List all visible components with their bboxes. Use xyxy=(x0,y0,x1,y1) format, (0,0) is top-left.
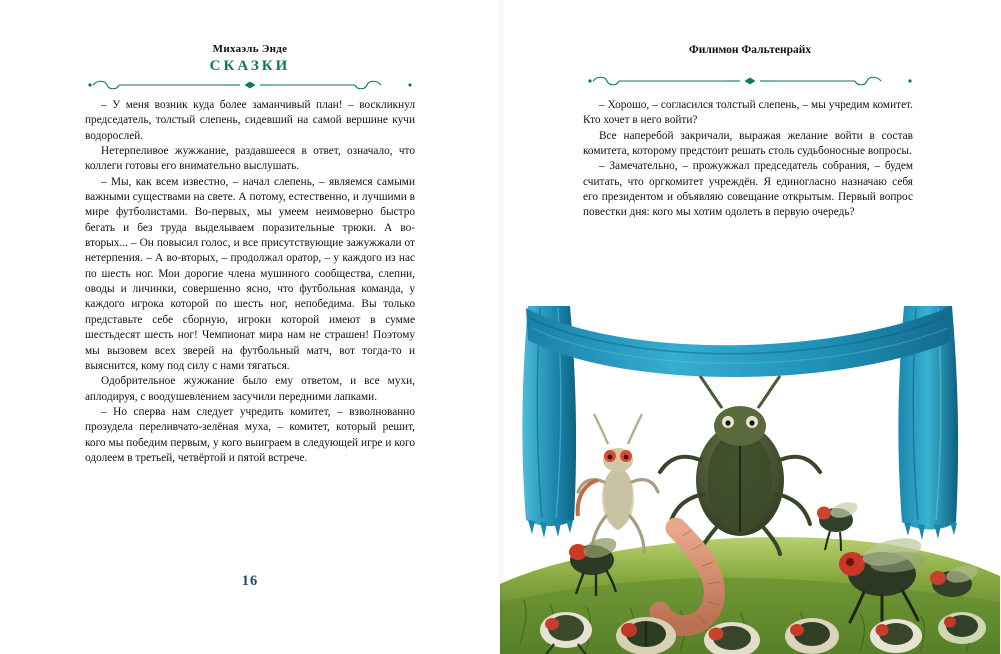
paragraph: – Но сперва нам следует учредить комитет, – взволнованно прозудела переливчато-зелёная муха, – комитет, который решит, кого мы победим первым, у кого выиграем в следующей игре и кого одолеем в третьей, четвёртой и пятой встрече. xyxy=(85,405,415,464)
paragraph: – У меня возник куда более заманчивый план! – воскликнул председатель, толстый слепень, сидевший на самой вершине кучи водорослей. xyxy=(85,99,415,142)
paragraph: – Замечательно, – прожужжал председатель собрания, – будем считать, что оргкомитет учреждён. Я единогласно назначаю себя его президентом и объявляю совещание открытым. Первый вопрос повестки дня: кого мы хотим одолеть в первую очередь? xyxy=(583,160,913,219)
running-head-chapter-name: Филимон Фальтенрайх xyxy=(688,44,812,56)
running-head-author: Михаэль Энде xyxy=(212,43,288,55)
page-number: 16 xyxy=(241,573,259,589)
right-body-text xyxy=(583,98,913,221)
right-page xyxy=(500,0,1000,654)
insect-assembly-illustration xyxy=(500,284,1000,654)
left-page xyxy=(0,0,500,654)
paragraph: – Мы, как всем известно, – начал слепень, – являемся самыми важными существами на свете. А потому, естественно, и лучшими в мире футболистами. Во-первых, мы умеем неимоверно быстро бегать и без труда выделываем поразительные трюки. А во-вторых... – Он повысил голос, и все присутствующие зажужжали от нетерпения. – А во-вторых, – продолжал оратор, – у каждого из нас по шесть ног. Мои дорогие члена мушиного сообщества, слепни, оводы и личинки, совершенно ясно, что футбольная команда, у каждого игрока которой по шесть ног, непобедима. Вы только представьте себе сборную, игроки которой имеют в сумме шестьдесят шесть ног! Чемпионат мира нам не страшен! Поэтому мы вызовем всех зверей на футбольный матч, вот тогда-то и выяснится, кому под силу с нами тягаться. xyxy=(85,175,415,372)
running-head-book-title: СКАЗКИ xyxy=(209,58,291,74)
paragraph: Нетерпеливое жужжание, раздавшееся в ответ, означало, что коллеги готовы его внимательно выслушать. xyxy=(85,145,415,173)
paragraph: Одобрительное жужжание было ему ответом, и все мухи, аплодируя, с воодушевлением засучили передними лапками. xyxy=(85,375,415,403)
paragraph: – Хорошо, – согласился толстый слепень, – мы учредим комитет. Кто хочет в него войти? xyxy=(583,99,913,127)
right-ornamental-rule xyxy=(500,74,1000,88)
left-running-head xyxy=(0,42,500,75)
left-ornamental-rule xyxy=(0,78,500,92)
left-body-text xyxy=(85,98,415,466)
right-running-head xyxy=(500,42,1000,58)
paragraph: Все наперебой закричали, выражая желание войти в состав комитета, которому предстоит решать столь судьбоносные вопросы. xyxy=(583,129,913,158)
